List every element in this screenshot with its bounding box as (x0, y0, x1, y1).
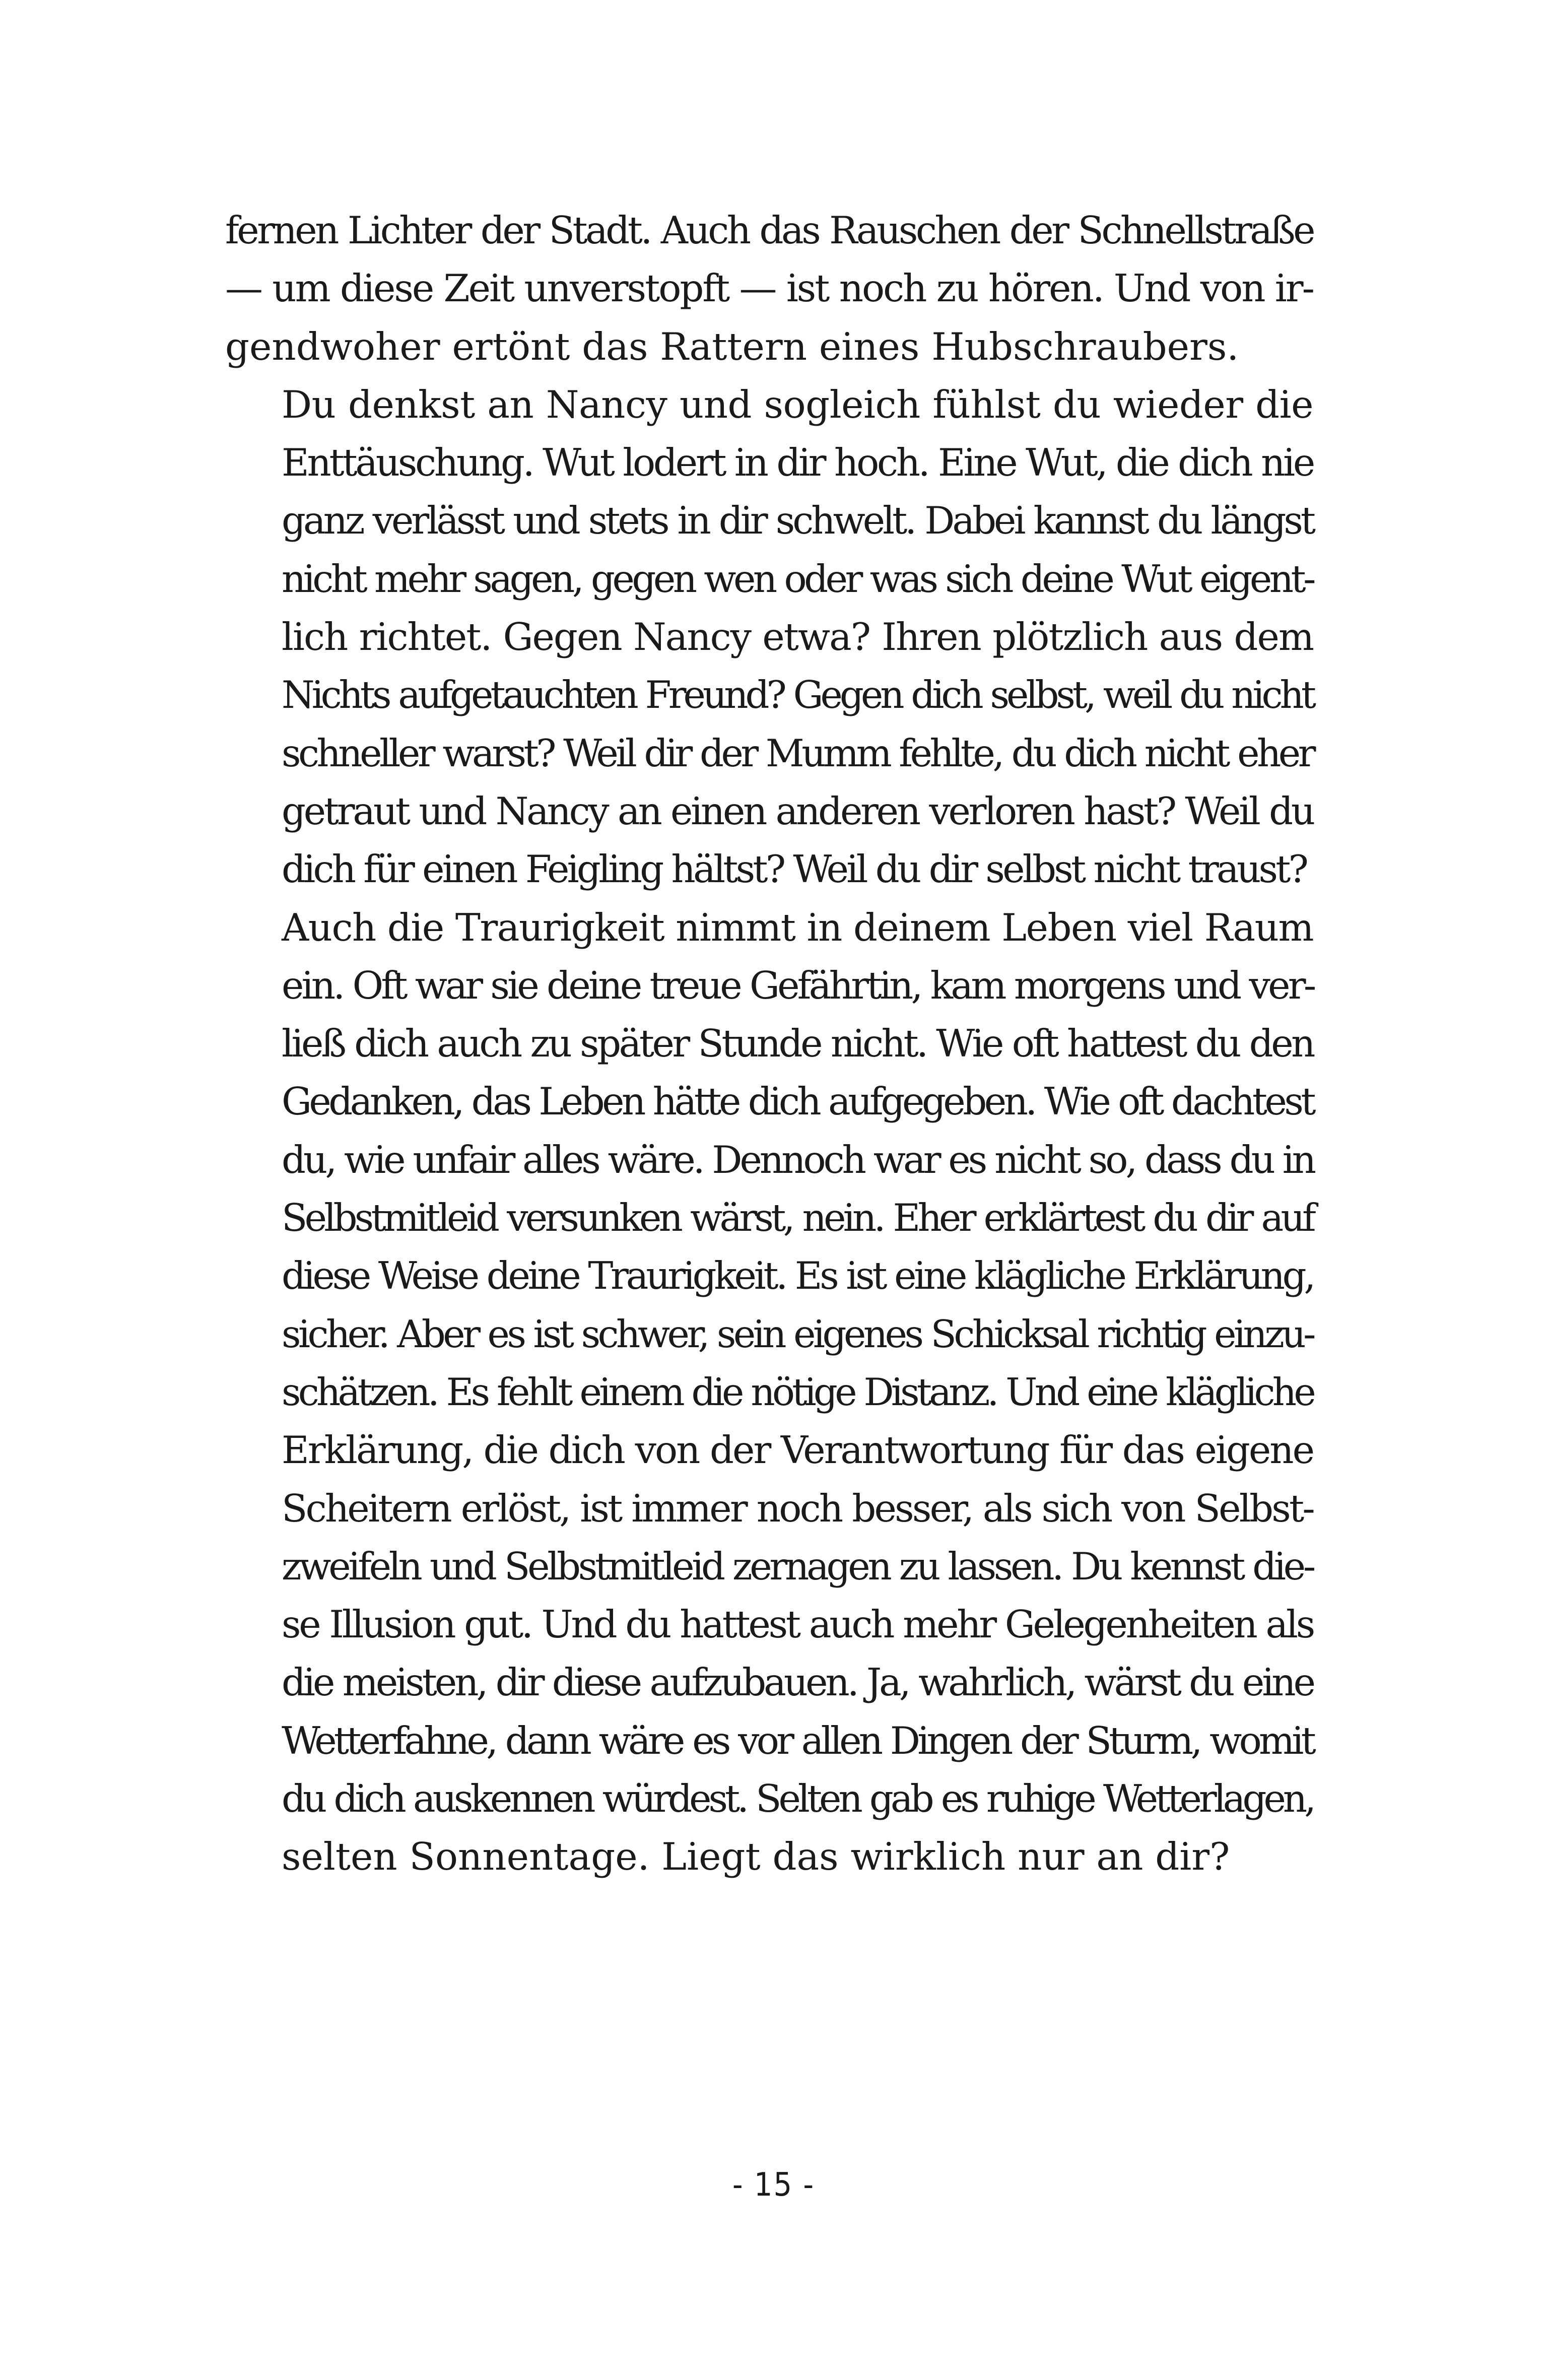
paragraph (225, 202, 1313, 376)
text-line: die meisten, dir diese aufzubauen. Ja, wahrlich, wärst du eine (282, 1660, 1313, 1705)
text-line: Wetterfahne, dann wäre es vor allen Dingen der Sturm, womit (282, 1718, 1313, 1763)
text-line: Enttäuschung. Wut lodert in dir hoch. Eine Wut, die dich nie (282, 440, 1313, 485)
text-line: dich für einen Feigling hältst? Weil du dir selbst nicht traust? (282, 847, 1307, 892)
page-number: - 15 - (732, 2166, 815, 2204)
text-line: selten Sonnentage. Liegt das wirklich nur an dir? (282, 1834, 1230, 1879)
text-line: Selbstmitleid versunken wärst, nein. Eher erklärtest du dir auf (282, 1196, 1313, 1240)
text-line: schneller warst? Weil dir der Mumm fehlte, du dich nicht eher (282, 731, 1313, 775)
text-line: diese Weise deine Traurigkeit. Es ist eine klägliche Erklärung, (282, 1253, 1313, 1298)
text-line: Erklärung, die dich von der Verantwortung für das eigene (282, 1428, 1313, 1473)
text-line: getraut und Nancy an einen anderen verloren hast? Weil du (282, 788, 1313, 833)
paragraph (225, 376, 1313, 899)
text-line: lich richtet. Gegen Nancy etwa? Ihren plötzlich aus dem (282, 615, 1313, 659)
text-line: sicher. Aber es ist schwer, sein eigenes Schicksal richtig einzu- (282, 1311, 1313, 1356)
text-line: Gedanken, das Leben hätte dich aufgegeben. Wie oft dachtest (282, 1079, 1313, 1124)
text-line: Du denkst an Nancy und sogleich fühlst du wieder die (282, 382, 1313, 427)
text-line: gendwoher ertönt das Rattern eines Hubschraubers. (225, 324, 1239, 369)
text-line: zweifeln und Selbstmitleid zernagen zu lassen. Du kennst die- (282, 1544, 1313, 1589)
text-line: Nichts aufgetauchten Freund? Gegen dich selbst, weil du nicht (282, 673, 1313, 717)
text-line: schätzen. Es fehlt einem die nötige Distanz. Und eine klägliche (282, 1369, 1313, 1414)
text-line: ließ dich auch zu später Stunde nicht. Wie oft hattest du den (282, 1021, 1313, 1066)
text-line: nicht mehr sagen, gegen wen oder was sich deine Wut eigent- (282, 556, 1313, 601)
body-text (225, 202, 1313, 1886)
text-line: ein. Oft war sie deine treue Gefährtin, kam morgens und ver- (282, 963, 1314, 1008)
text-line: du dich auskennen würdest. Selten gab es ruhige Wetterlagen, (282, 1776, 1313, 1821)
text-line: du, wie unfair alles wäre. Dennoch war es nicht so, dass du in (282, 1137, 1314, 1182)
text-line: fernen Lichter der Stadt. Auch das Rauschen der Schnellstraße (225, 208, 1313, 252)
text-line: — um diese Zeit unverstopft — ist noch zu hören. Und von ir- (225, 266, 1313, 311)
paragraph (225, 899, 1313, 1886)
text-line: ganz verlässt und stets in dir schwelt. Dabei kannst du längst (282, 498, 1313, 543)
text-line: Scheitern erlöst, ist immer noch besser, als sich von Selbst- (282, 1486, 1313, 1531)
text-line: Auch die Traurigkeit nimmt in deinem Leben viel Raum (282, 905, 1313, 950)
text-line: se Illusion gut. Und du hattest auch mehr Gelegenheiten als (282, 1602, 1313, 1647)
